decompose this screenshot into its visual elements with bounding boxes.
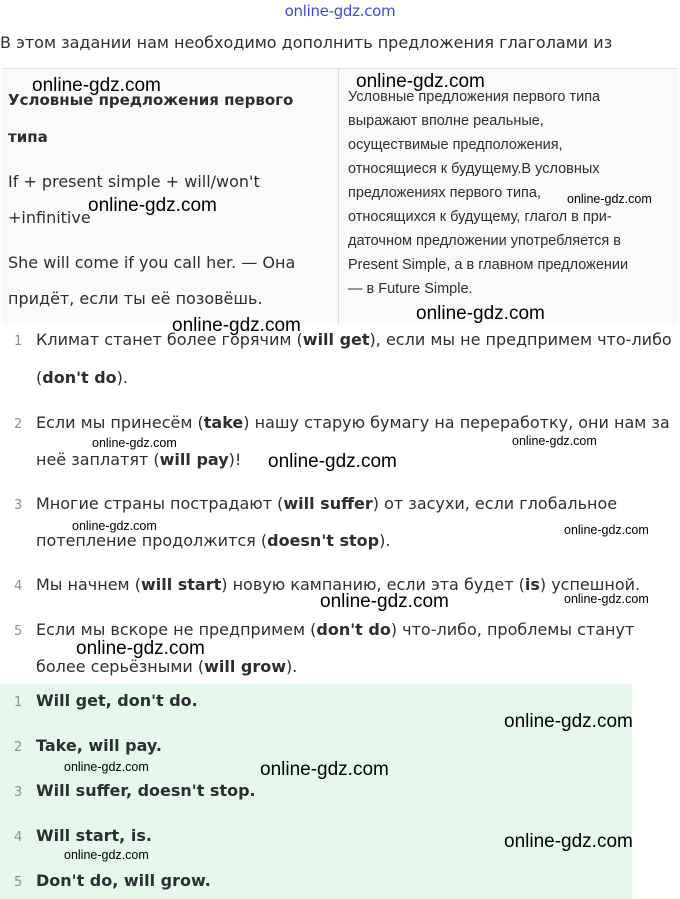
answer-number: 4 xyxy=(14,830,23,845)
watermark: online-gdz.com xyxy=(320,591,449,612)
watermark: online-gdz.com xyxy=(32,75,161,96)
watermark: online-gdz.com xyxy=(356,71,485,92)
watermark: online-gdz.com xyxy=(567,192,652,206)
task-line: Многие страны пострадают (will suffer) от засухи, если глобальное xyxy=(36,494,618,513)
task-line: Климат станет более горячим (will get), если мы не предпримем что-либо xyxy=(36,330,672,349)
task-number: 3 xyxy=(14,498,23,513)
task-number: 4 xyxy=(14,579,23,594)
answer-number: 2 xyxy=(14,740,23,755)
site-url[interactable]: online-gdz.com xyxy=(284,2,396,20)
answer-text: Will start, is. xyxy=(36,826,152,845)
answer-text: Will get, don't do. xyxy=(36,691,198,710)
task-number: 5 xyxy=(14,624,23,639)
watermark: online-gdz.com xyxy=(64,848,149,862)
watermark: online-gdz.com xyxy=(260,759,389,780)
watermark: online-gdz.com xyxy=(92,436,177,450)
answer-text: Take, will pay. xyxy=(36,736,162,755)
task-number: 2 xyxy=(14,417,23,432)
rule-formula-line2: +infinitive xyxy=(8,208,91,227)
watermark: online-gdz.com xyxy=(564,523,649,537)
task-line: неё заплатят (will pay)! xyxy=(36,450,242,469)
watermark: online-gdz.com xyxy=(76,638,205,659)
watermark: online-gdz.com xyxy=(504,711,633,732)
watermark: online-gdz.com xyxy=(512,434,597,448)
answer-text: Will suffer, doesn't stop. xyxy=(36,781,256,800)
task-line: Если мы вскоре не предпримем (don't do) что-либо, проблемы станут xyxy=(36,620,635,639)
rule-title-line2: типа xyxy=(8,128,48,146)
watermark: online-gdz.com xyxy=(504,831,633,852)
rule-formula-line1: If + present simple + will/won't xyxy=(8,172,260,191)
watermark: online-gdz.com xyxy=(88,195,217,216)
rule-explanation: Условные предложения первого типа выражают вполне реальные, осуществимые предположения, относящиеся к будущему.В условных предложениях первого типа, относящихся к будущему, глагол в при- даточном предложении употребляется в Present Simple, а в главном предложении — в Future Simple. xyxy=(348,89,629,297)
watermark: online-gdz.com xyxy=(416,303,545,324)
watermark: online-gdz.com xyxy=(64,760,149,774)
task-line: Мы начнем (will start) новую кампанию, если эта будет (is) успешной. xyxy=(36,575,641,594)
rule-example-line1: She will come if you call her. — Она xyxy=(8,253,296,272)
rule-divider xyxy=(338,68,339,324)
watermark: online-gdz.com xyxy=(72,519,157,533)
answer-number: 5 xyxy=(14,875,23,890)
answer-number: 3 xyxy=(14,785,23,800)
watermark: online-gdz.com xyxy=(172,315,301,336)
watermark: online-gdz.com xyxy=(564,592,649,606)
task-line: Если мы принесём (take) нашу старую бумагу на переработку, они нам за xyxy=(36,413,670,432)
task-line: более серьёзными (will grow). xyxy=(36,657,298,676)
rule-title-line1: Условные предложения первого xyxy=(8,91,294,109)
watermark: online-gdz.com xyxy=(268,451,397,472)
rule-example-line2: придёт, если ты её позовёшь. xyxy=(8,289,263,308)
intro-text: В этом задании нам необходимо дополнить предложения глаголами из xyxy=(0,33,613,52)
answer-text: Don't do, will grow. xyxy=(36,871,211,890)
task-number: 1 xyxy=(14,334,23,349)
task-line: потепление продолжится (doesn't stop). xyxy=(36,531,391,550)
answer-number: 1 xyxy=(14,695,23,710)
task-line: (don't do). xyxy=(36,368,128,387)
